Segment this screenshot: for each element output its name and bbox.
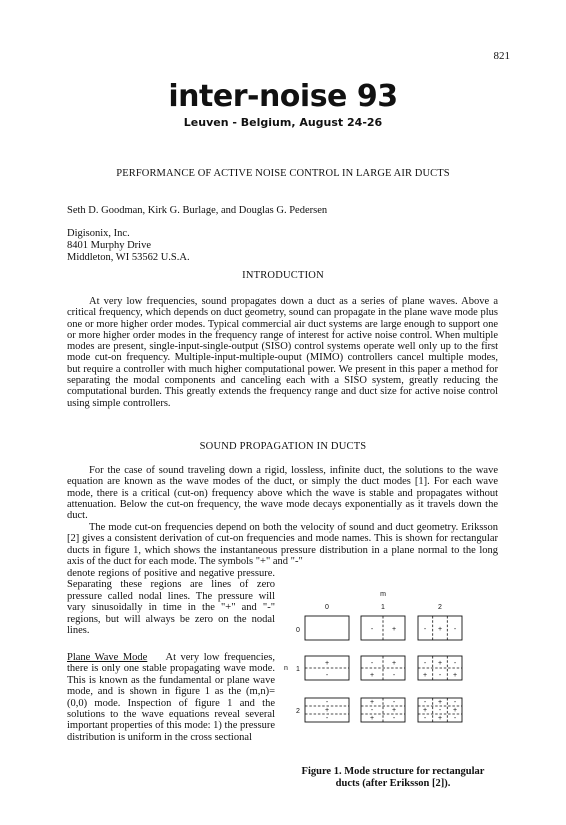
mode-structure-diagram [283,588,503,763]
svg-text:-: - [370,626,374,633]
propagation-heading: SOUND PROPAGATION IN DUCTS [199,441,367,452]
svg-text:-: - [453,626,457,633]
svg-text:+: + [452,707,458,714]
svg-text:-: - [438,707,442,714]
affiliation-street: 8401 Murphy Drive [67,240,151,251]
plane-wave-label: Plane Wave Mode [67,652,148,663]
intro-paragraph [67,296,498,409]
svg-text:-: - [423,715,427,722]
page-number: 821 [493,50,510,62]
svg-text:-: - [325,672,329,679]
svg-text:-: - [392,715,396,722]
propagation-paragraph-1 [67,465,498,521]
svg-text:+: + [391,660,397,667]
affiliation-company: Digisonix, Inc. [67,228,130,239]
svg-text:-: - [438,672,442,679]
svg-text:-: - [370,660,374,667]
figure-caption-line-1: Figure 1. Mode structure for rectangular [301,766,485,777]
mode-cell-1-2 [361,698,405,722]
conference-title: inter-noise 93 [168,79,398,114]
svg-text:-: - [392,699,396,706]
svg-text:-: - [392,672,396,679]
figure-caption-line-2: ducts (after Eriksson [2]). [335,778,451,789]
m-axis-label: m [380,591,386,598]
svg-text:+: + [391,707,397,714]
conference-subtitle: Leuven - Belgium, August 24-26 [183,116,383,129]
propagation-paragraph-2 [67,522,498,567]
propagation-text-1: For the case of sound traveling down a rigid, lossless, infinite duct, the solutions to the wave equation are known as the wave modes of the duct, or simply the duct modes [1]. For each wave mode, there is a critical (cut-on) frequency above which the wave is stable and propagates without attenuation. Below the cut-on frequency, the wave mode decays exponentially as it travels down the duct. [67,465,498,522]
paper-title: PERFORMANCE OF ACTIVE NOISE CONTROL IN LARGE AIR DUCTS [116,168,450,179]
mode-cell-1-0 [361,616,405,640]
svg-text:-: - [423,626,427,633]
svg-text:-: - [423,660,427,667]
plane-wave-paragraph [67,652,275,743]
svg-text:+: + [437,715,443,722]
svg-text:-: - [423,699,427,706]
affiliation-city: Middleton, WI 53562 U.S.A. [67,252,190,263]
row-label-1: 1 [296,666,300,673]
svg-text:-: - [325,715,329,722]
svg-text:+: + [324,660,330,667]
svg-text:+: + [437,626,443,633]
n-axis-label: n [284,665,288,672]
svg-text:+: + [391,626,397,633]
svg-text:+: + [452,672,458,679]
row-label-0: 0 [296,627,300,634]
figure-caption [283,766,503,790]
svg-text:-: - [453,715,457,722]
svg-text:-: - [453,660,457,667]
svg-text:+: + [369,715,375,722]
propagation-paragraph-2-continued: denote regions of positive and negative pressure. Separating these regions are lines of zero pressure called nodal lines. The pressure will vary sinusoidally in time in the "+" and "-" regions, but will always be zero on the nodal lines. [67,568,275,637]
svg-text:+: + [369,672,375,679]
plane-wave-text: At very low frequencies, there is only one stable propagating wave mode. This is known as the fundamental or plane wave mode, and is shown in figure 1 as the (m,n)=(0,0) mode. Inspection of figure 1 and the solutions to the wave equations reveal several important properties of this mode: 1) the pressure distribution is uniform in the cross sectional [67,652,276,743]
propagation-text-2: The mode cut-on frequencies depend on both the velocity of sound and duct geometry. Eriksson [2] gives a consistent derivation of cut-on frequencies and mode names. This is shown for rectangular ducts in figure 1, which shows the instantaneous pressure distribution in a plane normal to the long axis of the duct for each mode. The symbols "+" and "-" [67,522,498,567]
svg-text:+: + [437,660,443,667]
svg-text:+: + [369,699,375,706]
row-label-2: 2 [296,708,300,715]
col-label-2: 2 [438,604,442,611]
svg-text:+: + [422,707,428,714]
col-label-0: 0 [325,604,329,611]
svg-text:-: - [370,707,374,714]
affiliation [67,228,190,264]
figure-mode-structure [283,588,503,783]
svg-text:-: - [453,699,457,706]
intro-text: At very low frequencies, sound propagates down a duct as a series of plane waves. Above a critical frequency, which depends on duct geometry, sound can propagate in the plane wave mode plus one or more higher order modes. Typical commercial air duct systems are large enough to support one or more higher order modes in the frequency range of interest for active noise control. When multiple modes are present, single-input-single-output (SISO) control systems operate well only up to the first mode cut-on frequency. Multiple-input-multiple-ouput (MIMO) controllers cancel multiple modes, but require a controller with much higher computational power. We present in this paper a method for separating the modal components and canceling each with a SISO system, greatly reducing the computational burden. This greatly extends the frequency range and duct size for active noise control using simple controllers. [67,296,498,409]
col-label-1: 1 [381,604,385,611]
svg-text:-: - [325,699,329,706]
intro-heading: INTRODUCTION [242,270,324,281]
mode-cell-0-0 [305,616,349,640]
svg-text:+: + [437,699,443,706]
svg-text:+: + [422,672,428,679]
authors: Seth D. Goodman, Kirk G. Burlage, and Douglas G. Pedersen [67,205,328,216]
svg-text:+: + [324,707,330,714]
